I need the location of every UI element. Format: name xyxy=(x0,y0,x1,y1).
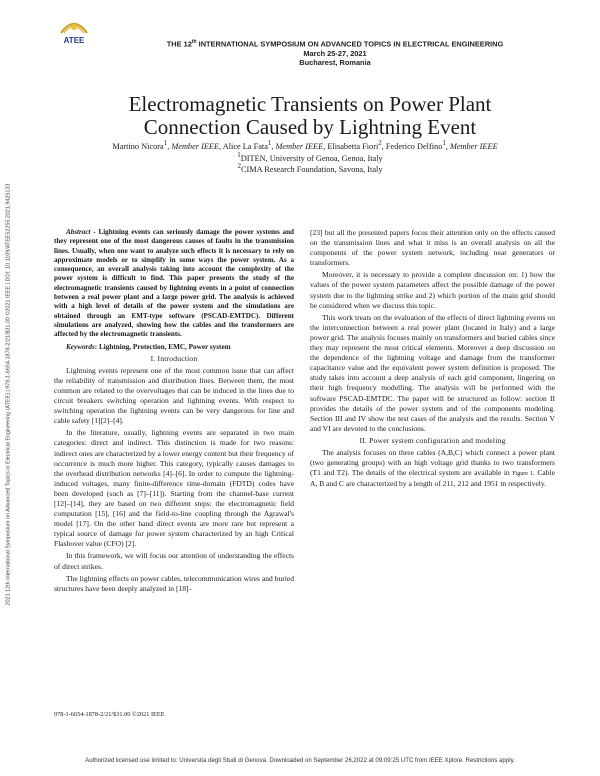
abstract xyxy=(54,228,294,340)
figure-reference[interactable]: Figure 1 xyxy=(512,471,533,478)
paragraph: In the literature, usually, lightning events are separated in two main categories: direct and indirect. This distinction is made for two reasons: indirect ones are characterized by a lower energy content but their frequency of occurrence is much more higher. This category, typically causes damages to the overhead distribution networks [4]–[6]. In order to compute the lightning-induced voltages, many finite-difference time-domain (FDTD) codes have been developed (such as [7]–[11]). Starting from the channel-base current [12]–[14], they are based on two different steps: the electromagnetic field computation [15], [16] and the field-to-line coupling through the Agrawal's model [17]. On the other hand direct events are more rare but represent a typical source of damage for power system characterized by an high Critical Flashover value (CFO) [2]. xyxy=(54,428,294,549)
conference-date: March 25-27, 2021 xyxy=(303,48,367,58)
section-heading-configuration: II. Power system configuration and modeling xyxy=(359,435,506,445)
author-sup: 1 xyxy=(163,140,168,147)
left-column xyxy=(54,228,294,596)
paragraph: The lightning effects on power cables, telecommunication wires and buried structures have been deeply analyzed in [18]– xyxy=(54,573,294,593)
keywords-label: Keywords xyxy=(66,342,95,351)
author-name: Alice La Fata xyxy=(222,141,268,151)
author-name: Martino Nicora xyxy=(112,141,164,151)
abstract-label: Abstract xyxy=(66,228,91,236)
paragraph: In this framework, we will focus our attention of understanding the effects of direct strikes. xyxy=(54,551,294,571)
author-sup: 2 xyxy=(378,140,382,147)
author-role: Member IEEE xyxy=(449,141,498,151)
paragraph: Moreover, it is necessary to provide a complete discussion on: 1) how the values of the power system parameters affect the possible damage of the power system due to the lightning strike and 2) which portion of the main grid should be considered when we discuss this topic. xyxy=(310,270,555,310)
paper-title xyxy=(40,93,580,139)
author-role: Member IEEE xyxy=(275,141,324,151)
keywords xyxy=(54,342,294,352)
copyright-footer: 978-1-6654-1878-2/21/$31.00 ©2021 IEEE xyxy=(54,711,165,718)
paragraph: Lightning events represent one of the most common issue that can affect the reliability of transmission and distribution lines. Between them, the most common are related to the overvoltages that can be induced in the lines due to circuit breakers switching operation and lightning events. With respect to switching operation the lightning events can be very dangerous for line and cable safety [1][2]–[4]. xyxy=(54,365,294,426)
logo-text: ATEE xyxy=(63,36,85,45)
author-sup: 1 xyxy=(442,140,446,147)
license-notice: Authorized licensed use limited to: Universita degli Studi di Genova. Downloaded on September 26,2022 at 09:09:25 UTC from IEEE Xplore. Restrictions apply. xyxy=(85,757,515,764)
paragraph: [23] but all the presented papers focus their attention only on the effects caused on the transmission lines and what it miss is an overall analysis on all the components of the power system network, including near generators or transformers. xyxy=(310,228,555,268)
atee-logo xyxy=(57,13,91,47)
paragraph-text: . Cable A, B and C are characterized by a length of 211, 212 and 1951 m respectively. xyxy=(310,468,555,489)
conference-location: Bucharest, Romania xyxy=(299,58,371,68)
affiliation-sup: 1 xyxy=(237,152,241,159)
affiliation-text: CIMA Research Foundation, Savona, Italy xyxy=(240,164,383,174)
affiliation xyxy=(45,162,575,175)
section-heading-introduction: I. Introduction xyxy=(150,353,198,363)
author-name: Federico Delfino xyxy=(385,141,443,151)
right-column xyxy=(310,228,555,491)
conference-header xyxy=(95,38,575,68)
paragraph: This work treats on the evaluation of the effects of direct lightning events on the interconnection between a real power plant (located in Italy) and a large power grid. The analysis focuses mainly on transformers and buried cables since they may represent the most critical elements. Moreover a deep discussion on the dependence of the lightning voltage and damage from the transformer capacitance value and the equivalent power system definition is proposed. The study takes into account a deep analysis of each grid component, lingering on their high frequency modelling. The analysis will be performed with the software PSCAD-EMTDC. The paper will be structured as follow: section II provides the details of the power system and of the components modeling. Section III and IV show the test cases of the analysis and the results. Section V and VI are devoted to the conclusions. xyxy=(310,312,555,433)
paragraph xyxy=(310,448,555,489)
author-sup: 1 xyxy=(267,140,272,147)
citation-sidebar: 2021 12th International Symposium on Advanced Topics in Electrical Engineering (ATEE) | 978-1-6654-1878-2/21/$31.00 ©2021 IEEE | DOI: 10.1109/ATEE52255.2021.9425133 xyxy=(5,183,12,606)
title-line-1: Electromagnetic Transients on Power Plant xyxy=(128,92,492,116)
paragraph-text: The analysis focuses on three cables (A,B,C) which connect a power plant (two generating groups) with an high voltage grid thanks to two transformers (T1 and T2). The details of the electrical system are available in xyxy=(310,447,555,478)
abstract-text: - Lightning events can seriously damage the power systems and they represent one of the most dangerous causes of faults in the transmission lines. Usually, when one want to analyze such effects it is necessary to rely on approximate models or to simplify in some ways the power system. As a consequence, an overall analysis taking into account the complexity of the power system is difficult to find. This paper presents the study of the electromagnetic transients caused by lightning events in a point of connection between a real power plant and a large power grid. The analysis is achieved with a high level of details of the power system and the simulations are obtained through an EMT-type software (PSCAD-EMTDC). Different simulations are analyzed, showing how the cables and the transformers are affected by the electromagnetic transients. xyxy=(54,228,294,339)
title-line-2: Connection Caused by Lightning Event xyxy=(143,115,477,139)
affiliation-sup: 2 xyxy=(237,163,241,170)
author-name: Elisabetta Fiori xyxy=(327,141,379,151)
affiliation-text: DITEN, University of Genoa, Genoa, Italy xyxy=(240,153,383,163)
author-role: Member IEEE xyxy=(171,141,220,151)
author-list: Martino Nicora$^1$, Member IEEE, Alice La Fata$^1$, Member IEEE, Elisabetta Fiori$^2$, Federico Delfino$^1$, Member IEEE xyxy=(112,140,498,151)
conference-name: THE 12th INTERNATIONAL SYMPOSIUM ON ADVANCED TOPICS IN ELECTRICAL ENGINEERING xyxy=(166,39,504,49)
keywords-text: : Lightning, Protection, EMC, Power system xyxy=(94,342,231,351)
